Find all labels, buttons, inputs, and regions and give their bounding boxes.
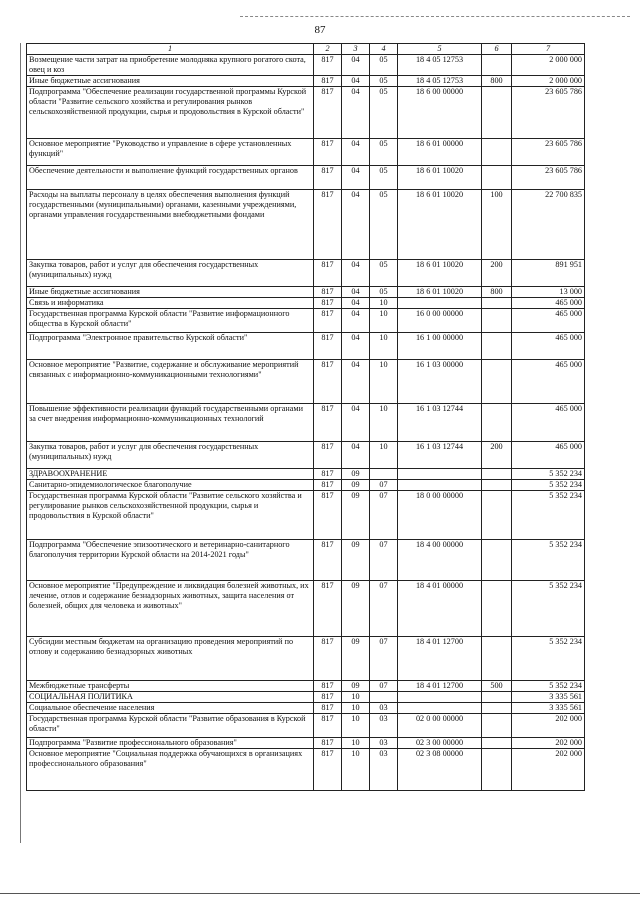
cell-amount: 23 605 786 [512,166,585,190]
cell-name: Основное мероприятие "Предупреждение и ликвидация болезней животных, их лечение, отлов и содержание безнадзорных животных, защита населения от болезней, общих для человека и животных" [27,581,314,637]
cell-expense-type [482,333,512,360]
cell-section: 04 [342,260,370,287]
cell-subsection: 05 [370,76,398,87]
cell-amount: 465 000 [512,333,585,360]
table-row [27,581,585,637]
cell-section: 04 [342,166,370,190]
table-body [27,55,585,791]
table-row [27,442,585,469]
cell-section: 09 [342,540,370,581]
cell-name: Возмещение части затрат на приобретение молодняка крупного рогатого скота, овец и коз [27,55,314,76]
header-col-4: 4 [370,44,398,55]
cell-subsection: 10 [370,309,398,333]
cell-expense-type: 800 [482,287,512,298]
cell-subsection [370,469,398,480]
table-row [27,139,585,166]
cell-amount: 23 605 786 [512,139,585,166]
cell-name: ЗДРАВООХРАНЕНИЕ [27,469,314,480]
cell-name: Подпрограмма "Обеспечение реализации государственной программы Курской области "Развитие сельского хозяйства и регулирования рынков сельскохозяйственной продукции, сырья и продовольствия в Курской области" [27,87,314,139]
cell-ministry-code: 817 [314,87,342,139]
cell-target-article: 16 1 03 12744 [398,442,482,469]
cell-target-article: 18 4 05 12753 [398,76,482,87]
cell-target-article: 18 4 05 12753 [398,55,482,76]
cell-ministry-code: 817 [314,738,342,749]
cell-name: Социальное обеспечение населения [27,703,314,714]
cell-expense-type [482,738,512,749]
cell-ministry-code: 817 [314,404,342,442]
header-col-7: 7 [512,44,585,55]
cell-section: 10 [342,749,370,791]
cell-expense-type [482,87,512,139]
cell-expense-type: 100 [482,190,512,260]
cell-section: 09 [342,581,370,637]
cell-amount: 3 335 561 [512,692,585,703]
cell-name: Иные бюджетные ассигнования [27,76,314,87]
cell-expense-type [482,491,512,540]
cell-target-article [398,469,482,480]
cell-name: Расходы на выплаты персоналу в целях обеспечения выполнения функций государственными (муниципальными) органами, казенными учреждениями, органами управления государственными внебюджетными фондами [27,190,314,260]
table-row [27,480,585,491]
table-row [27,738,585,749]
cell-subsection: 07 [370,637,398,681]
table-row [27,287,585,298]
cell-expense-type [482,714,512,738]
cell-subsection: 10 [370,360,398,404]
cell-subsection: 07 [370,681,398,692]
cell-ministry-code: 817 [314,309,342,333]
cell-ministry-code: 817 [314,333,342,360]
cell-subsection [370,692,398,703]
cell-name: Государственная программа Курской области "Развитие образования в Курской области" [27,714,314,738]
cell-amount: 5 352 234 [512,637,585,681]
header-col-2: 2 [314,44,342,55]
cell-name: СОЦИАЛЬНАЯ ПОЛИТИКА [27,692,314,703]
cell-ministry-code: 817 [314,76,342,87]
cell-ministry-code: 817 [314,55,342,76]
cell-ministry-code: 817 [314,692,342,703]
page-number: 87 [314,24,326,36]
cell-amount: 465 000 [512,309,585,333]
cell-section: 10 [342,703,370,714]
cell-section: 09 [342,681,370,692]
cell-amount: 202 000 [512,738,585,749]
cell-expense-type [482,692,512,703]
cell-target-article: 02 0 00 00000 [398,714,482,738]
cell-amount: 3 335 561 [512,703,585,714]
cell-ministry-code: 817 [314,442,342,469]
table-row [27,703,585,714]
cell-expense-type [482,703,512,714]
cell-amount: 23 605 786 [512,87,585,139]
table-row [27,333,585,360]
cell-target-article: 18 0 00 00000 [398,491,482,540]
cell-target-article: 02 3 08 00000 [398,749,482,791]
cell-target-article: 18 6 01 00000 [398,139,482,166]
cell-target-article [398,298,482,309]
cell-expense-type: 500 [482,681,512,692]
cell-target-article [398,703,482,714]
cell-ministry-code: 817 [314,260,342,287]
cell-ministry-code: 817 [314,581,342,637]
table-row [27,309,585,333]
cell-section: 09 [342,491,370,540]
cell-section: 10 [342,692,370,703]
cell-amount: 465 000 [512,298,585,309]
cell-ministry-code: 817 [314,139,342,166]
cell-name: Санитарно-эпидемиологическое благополучие [27,480,314,491]
cell-target-article: 18 6 00 00000 [398,87,482,139]
header-col-6: 6 [482,44,512,55]
cell-name: Межбюджетные трансферты [27,681,314,692]
table-row [27,714,585,738]
cell-section: 04 [342,55,370,76]
cell-name: Основное мероприятие "Развитие, содержание и обслуживание мероприятий связанных с информационно-коммуникационными технологиями" [27,360,314,404]
cell-subsection: 05 [370,139,398,166]
cell-amount: 5 352 234 [512,491,585,540]
cell-section: 04 [342,139,370,166]
cell-subsection: 07 [370,581,398,637]
table-row [27,692,585,703]
cell-section: 04 [342,442,370,469]
cell-expense-type [482,581,512,637]
cell-ministry-code: 817 [314,287,342,298]
cell-target-article: 18 4 01 12700 [398,681,482,692]
cell-target-article: 18 4 01 00000 [398,581,482,637]
cell-name: Основное мероприятие "Руководство и управление в сфере установленных функций" [27,139,314,166]
cell-ministry-code: 817 [314,469,342,480]
table-row [27,681,585,692]
cell-section: 09 [342,469,370,480]
cell-expense-type [482,298,512,309]
cell-section: 09 [342,480,370,491]
cell-expense-type [482,540,512,581]
cell-expense-type: 200 [482,260,512,287]
cell-expense-type [482,55,512,76]
cell-subsection: 10 [370,442,398,469]
cell-name: Государственная программа Курской области "Развитие информационного общества в Курской области" [27,309,314,333]
cell-target-article: 18 6 01 10020 [398,190,482,260]
cell-amount: 465 000 [512,360,585,404]
cell-target-article: 16 1 03 00000 [398,360,482,404]
table-row [27,87,585,139]
cell-expense-type [482,469,512,480]
table-row [27,360,585,404]
header-col-1: 1 [27,44,314,55]
cell-amount: 13 000 [512,287,585,298]
cell-section: 04 [342,298,370,309]
cell-ministry-code: 817 [314,714,342,738]
header-row [27,44,585,55]
cell-name: Закупка товаров, работ и услуг для обеспечения государственных (муниципальных) нужд [27,260,314,287]
cell-amount: 465 000 [512,442,585,469]
cell-subsection: 05 [370,260,398,287]
cell-amount: 2 000 000 [512,76,585,87]
cell-target-article: 16 0 00 00000 [398,309,482,333]
cell-subsection: 05 [370,55,398,76]
cell-expense-type: 200 [482,442,512,469]
table-row [27,749,585,791]
cell-name: Повышение эффективности реализации функций государственными органами за счет внедрения информационно-коммуникационных технологий [27,404,314,442]
header-col-3: 3 [342,44,370,55]
cell-subsection: 07 [370,480,398,491]
cell-subsection: 03 [370,749,398,791]
left-margin-line [20,43,21,843]
cell-amount: 2 000 000 [512,55,585,76]
cell-amount: 5 352 234 [512,469,585,480]
cell-name: Иные бюджетные ассигнования [27,287,314,298]
cell-target-article [398,692,482,703]
cell-amount: 22 700 835 [512,190,585,260]
cell-name: Подпрограмма "Развитие профессионального образования" [27,738,314,749]
table-row [27,76,585,87]
cell-target-article: 16 1 00 00000 [398,333,482,360]
cell-expense-type [482,637,512,681]
cell-section: 04 [342,309,370,333]
cell-amount: 202 000 [512,749,585,791]
cell-subsection: 03 [370,738,398,749]
cell-expense-type [482,404,512,442]
cell-target-article: 18 4 00 00000 [398,540,482,581]
cell-section: 04 [342,190,370,260]
cell-ministry-code: 817 [314,681,342,692]
cell-ministry-code: 817 [314,703,342,714]
cell-name: Субсидии местным бюджетам на организацию проведения мероприятий по отлову и содержанию безнадзорных животных [27,637,314,681]
cell-subsection: 05 [370,287,398,298]
table-row [27,298,585,309]
cell-name: Обеспечение деятельности и выполнение функций государственных органов [27,166,314,190]
cell-amount: 5 352 234 [512,480,585,491]
table-row [27,55,585,76]
cell-expense-type [482,166,512,190]
cell-expense-type [482,749,512,791]
cell-amount: 5 352 234 [512,581,585,637]
cell-target-article: 18 6 01 10020 [398,287,482,298]
cell-section: 09 [342,637,370,681]
top-dashed-rule [240,16,630,17]
cell-subsection: 03 [370,714,398,738]
cell-ministry-code: 817 [314,540,342,581]
table-row [27,469,585,480]
cell-ministry-code: 817 [314,749,342,791]
cell-name: Закупка товаров, работ и услуг для обеспечения государственных (муниципальных) нужд [27,442,314,469]
cell-subsection: 05 [370,190,398,260]
cell-amount: 5 352 234 [512,540,585,581]
table-row [27,260,585,287]
cell-expense-type: 800 [482,76,512,87]
bottom-rule [0,893,640,894]
cell-name: Подпрограмма "Электронное правительство Курской области" [27,333,314,360]
cell-ministry-code: 817 [314,480,342,491]
cell-section: 04 [342,360,370,404]
cell-ministry-code: 817 [314,190,342,260]
cell-expense-type [482,139,512,166]
cell-target-article: 02 3 00 00000 [398,738,482,749]
cell-section: 04 [342,404,370,442]
cell-target-article: 18 6 01 10020 [398,260,482,287]
cell-section: 04 [342,287,370,298]
table-row [27,540,585,581]
cell-ministry-code: 817 [314,360,342,404]
cell-subsection: 05 [370,87,398,139]
cell-amount: 5 352 234 [512,681,585,692]
cell-target-article: 18 6 01 10020 [398,166,482,190]
cell-amount: 465 000 [512,404,585,442]
table-row [27,404,585,442]
cell-subsection: 05 [370,166,398,190]
cell-name: Связь и информатика [27,298,314,309]
cell-target-article [398,480,482,491]
cell-subsection: 07 [370,540,398,581]
cell-subsection: 07 [370,491,398,540]
cell-section: 04 [342,76,370,87]
cell-subsection: 10 [370,333,398,360]
cell-section: 04 [342,87,370,139]
cell-ministry-code: 817 [314,298,342,309]
cell-section: 10 [342,714,370,738]
cell-ministry-code: 817 [314,166,342,190]
table-row [27,637,585,681]
cell-subsection: 10 [370,298,398,309]
cell-ministry-code: 817 [314,637,342,681]
cell-expense-type [482,480,512,491]
cell-ministry-code: 817 [314,491,342,540]
table-row [27,166,585,190]
cell-amount: 202 000 [512,714,585,738]
cell-name: Подпрограмма "Обеспечение эпизоотического и ветеринарно-санитарного благополучия территории Курской области на 2014-2021 годы" [27,540,314,581]
cell-target-article: 18 4 01 12700 [398,637,482,681]
table-row [27,491,585,540]
cell-name: Основное мероприятие "Социальная поддержка обучающихся в организациях профессионального образования" [27,749,314,791]
cell-amount: 891 951 [512,260,585,287]
cell-expense-type [482,360,512,404]
budget-table [26,43,585,791]
cell-expense-type [482,309,512,333]
cell-section: 10 [342,738,370,749]
header-col-5: 5 [398,44,482,55]
cell-subsection: 03 [370,703,398,714]
cell-target-article: 16 1 03 12744 [398,404,482,442]
cell-subsection: 10 [370,404,398,442]
cell-section: 04 [342,333,370,360]
table-row [27,190,585,260]
cell-name: Государственная программа Курской области "Развитие сельского хозяйства и регулирование рынков сельскохозяйственной продукции, сырья и продовольствия в Курской области" [27,491,314,540]
